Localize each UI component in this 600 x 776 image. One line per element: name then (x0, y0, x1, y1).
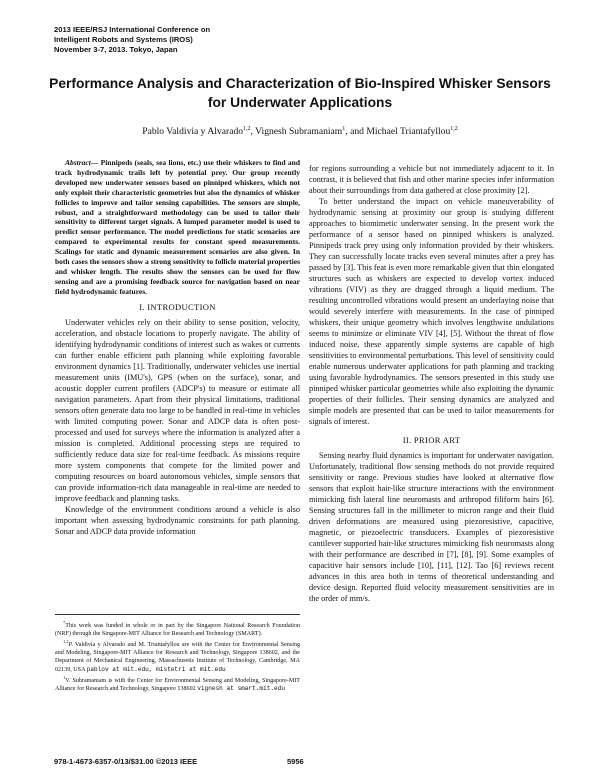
author-1: Pablo Valdivia y Alvarado (142, 126, 244, 138)
author-separator: , (250, 126, 256, 138)
section-heading-prior-art: II. PRIOR ART (402, 435, 461, 445)
conference-line-2: Intelligent Robots and Systems (IROS) (54, 35, 193, 44)
isbn-line: 978-1-4673-6357-0/13/$31.00 ©2013 IEEE (54, 757, 198, 766)
footnotes (55, 614, 300, 693)
footnote-affiliation-2 (55, 674, 300, 693)
paragraph: Knowledge of the environment conditions around a vehicle is also important when assessing hydrodynamic constraints for path planning. Sonar and ADCP data provide information (55, 504, 300, 536)
abstract-label: Abstract (65, 158, 91, 167)
section-heading-introduction: I. INTRODUCTION (139, 301, 216, 312)
conference-line-1: 2013 IEEE/RSJ International Conference on (54, 25, 211, 34)
paragraph: for regions surrounding a vehicle but not immediately adjacent to it. In contrast, it is believed that fish and other marine species infer information about their surroundings from data gathered at close proximity [2]. (309, 164, 554, 195)
footnote-text: This work was funded in whole or in part by the Singapore National Research Foundation (NRF) through the Singapore-MIT Alliance for Research and Technology (SMART). (55, 623, 300, 638)
author-2: Vignesh Subramaniam (255, 126, 343, 138)
footnote-email: vignesh at smart.mit.edu (197, 684, 285, 692)
paper-title: Performance Analysis and Characterization of Bio-Inspired Whisker Sensors for Underwater Applications (49, 76, 551, 110)
page-number: 5956 (287, 757, 304, 766)
paragraph: Underwater vehicles rely on their ability to sense position, velocity, acceleration, and obstacle locations to properly navigate. The ability of identifying hydrodynamic conditions of interest such as wakes or currents can further enable efficient path planning while exploiting favorable environment dynamics [1]. Traditionally, underwater vehicles use inertial measurement units (IMU's), GPS (when on the surface), sonar, and acoustic doppler current profilers (ADCP's) to measure or estimate all navigation parameters. Apart from their physical limitations, traditional sensors often generate data too large to be handled in real-time in vehicles with limited computing power. Sonar and ADCP data is often post-processed and used for surveys where the information is analyzed after a mission is completed. Additional processing steps are required to sufficiently reduce data size for real-time feedback. As missions require more system components that compete for the limited power and computing resources on board autonomous vehicles, simple sensors that can provide information-rich data manageable in real-time are needed to improve feedback and planning tasks. (55, 317, 300, 503)
conference-header (54, 25, 210, 55)
author-and: , and (345, 126, 367, 138)
author-1-affil: 1,2 (243, 126, 251, 132)
footnote-email: pablov at mit.edu, mistetri at mit.edu (86, 665, 226, 673)
footnote-text: V. Subramaniam is with the Center for Environmental Sensing and Modeling, Singapore-MIT Alliance for Research and Technology, Singapore 138602 (55, 677, 300, 692)
footnote-mark: 1,2 (63, 639, 69, 645)
footnote-funding (55, 619, 300, 638)
conference-line-3: November 3-7, 2013. Tokyo, Japan (54, 45, 178, 54)
author-2-affil: 1 (342, 126, 346, 132)
abstract-text: — Pinnipeds (seals, sea lions, etc.) use their whiskers to find and track hydrodynamic trails left by potential prey. Our group recently developed new underwater sensors based on pinniped whiskers, which not only exploit their characteristic geometries but also the dynamics of whisker follicles to improve and tailor sensing capabilities. The sensors are simple, robust, and a straightforward methodology can be used to tailor their sensitivity to different target signals. A lumped parameter model is used to predict sensor performance. The model predictions for static scenarios are compared to experimental results for constant speed measurements. Scalings for static and dynamic measurement scenarios are also given. In both cases the sensors show a strong sensitivity to follicle material properties and whisker length. The results show the sensors can be used for flow sensing and are a promising feedback source for navigation based on near field hydrodynamic features. (55, 158, 300, 296)
footnote-mark: 1 (63, 674, 66, 680)
paragraph: Sensing nearby fluid dynamics is important for underwater navigation. Unfortunately, traditional flow sensing methods do not provide required sensitivity or range. Previous studies have looked at alternative flow sensors that exploit hair-like structure interactions with the environment mimicking fish lateral line neuromasts and arthropod filiform hairs [6]. Sensing structures fall in the millimeter to micron range and their fluid driven deformations are measured using piezoresistive, capacitive, magnetic, or piezoelectric transducers. Examples of piezoresistive cantilever supported hair-like structures mimicking fish neuromasts along with their performance are described in [7], [8], [9]. Some examples of capacitive hair sensors include [10], [11], [12]. Tao [6] reviews recent advances in this area both in terms of theoretical understanding and device design. Reported fluid velocity measurement sensitivities are in the order of mm/s. (309, 451, 554, 603)
author-3-affil: 1,2 (450, 126, 458, 132)
footnote-affiliation-1 (55, 638, 300, 673)
author-3: Michael Triantafyllou (366, 126, 451, 138)
footnote-text: P. Valdivia y Alvarado and M. Triantafyllou are with the Center for Environmental Sensing and Modeling, Singapore-MIT Alliance for Research and Technology, Singapore 138602, and the Department of Mechanical Engineering, Massachusetts Institute of Technology, Cambridge, MA 02139, USA (55, 642, 300, 673)
abstract (55, 158, 300, 297)
author-list (40, 126, 560, 137)
footnote-mark: * (63, 620, 66, 625)
paragraph: To better understand the impact on vehicle maneuverability of hydrodynamic sensing at proximity our group is studying different approaches to biomimetic underwater sensing. In the present work the performance of a sensor based on pinniped whiskers is analyzed. Pinnipeds track prey using only information provided by their whiskers. They can successfully locate tracks even several minutes after a prey has passed by [3]. This feat is even more remarkable given that thin elongated structures such as whiskers are expected to develop vortex induced vibrations (VIV) as they are dragged through a liquid medium. The resulting uncontrolled vibrations would present an underlaying noise that would severely interfere with measurements. In the case of pinniped whiskers, their unique geometry which involves lengthwise undulations seems to minimize or eliminate VIV [4], [5]. Without the threat of flow induced noise, these apparently simple systems are capable of high sensitivities to environmental perturbations. This level of sensitivity could enable numerous underwater applications for path planning and tracking using favorable hydrodynamics. The sensors presented in this study use pinniped whisker particular geometries while also exploiting the dynamic properties of their follicles. Their sensing dynamics are analyzed and simple models are presented that can be used to tailor measurements for signals of interest. (309, 197, 554, 426)
right-column (309, 163, 554, 604)
left-column (55, 158, 300, 537)
